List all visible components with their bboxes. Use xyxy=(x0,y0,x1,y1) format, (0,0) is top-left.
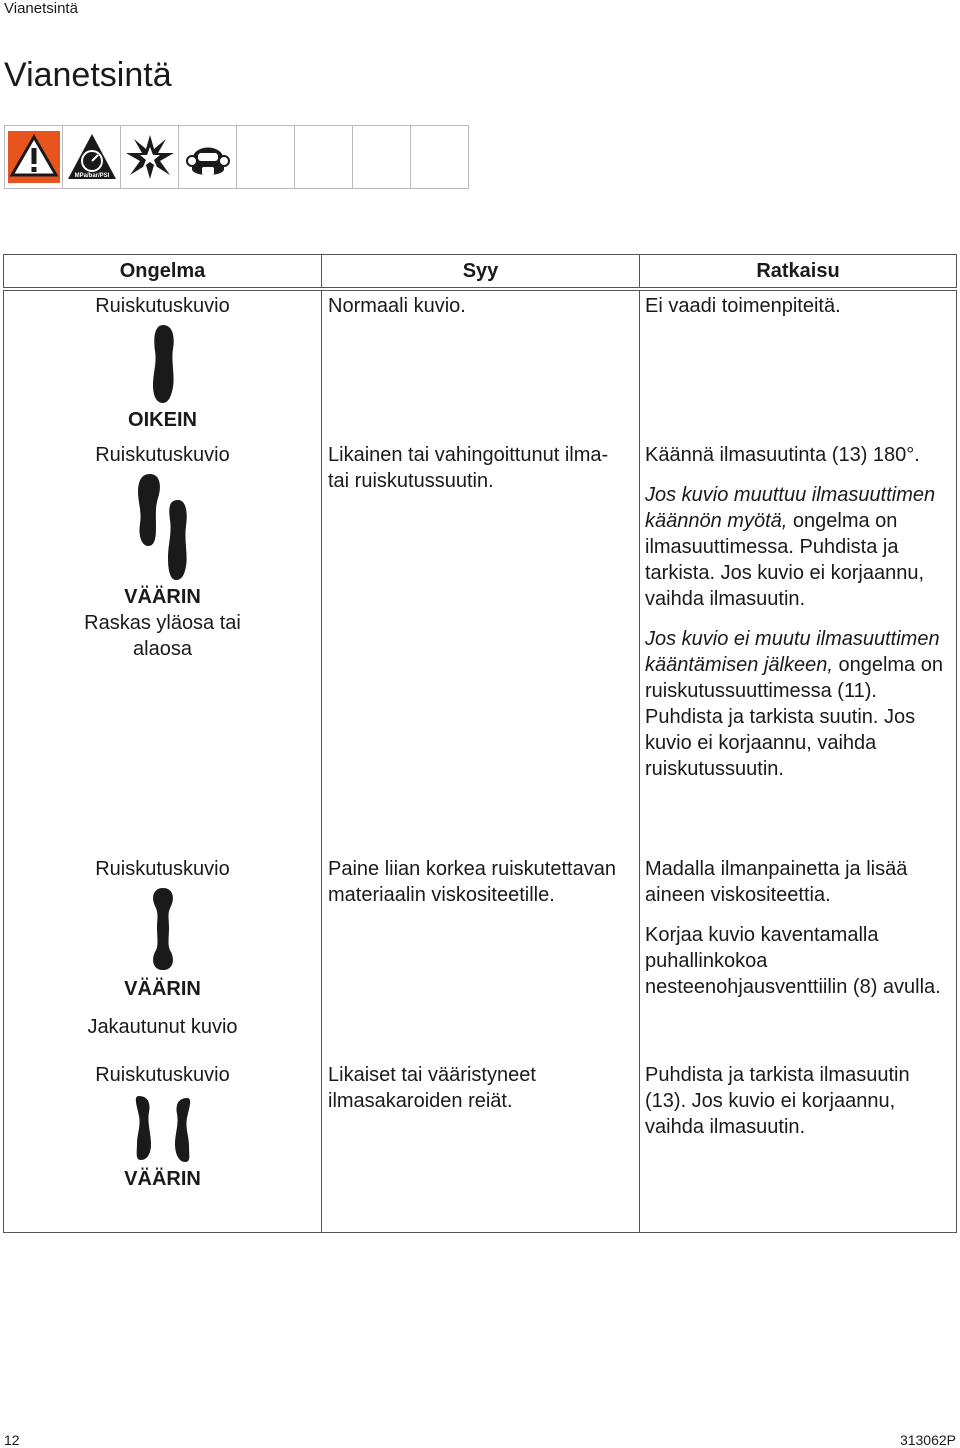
solution-text: Korjaa kuvio kaventamalla puhallinkokoa nesteenohjausventtiilin (8) avulla. xyxy=(645,924,941,998)
page-number: 12 xyxy=(4,1432,20,1448)
table-row xyxy=(4,1060,957,1232)
table-row xyxy=(4,854,957,1060)
cause-text: Normaali kuvio. xyxy=(328,295,466,317)
problem-cell xyxy=(4,289,322,440)
heavy-top-bottom-pattern-icon xyxy=(128,474,198,582)
document-code: 313062P xyxy=(899,1432,956,1448)
verdict-label: OIKEIN xyxy=(128,409,197,431)
icon-cell xyxy=(63,126,121,188)
solution-paragraph xyxy=(645,482,948,612)
running-header: Vianetsintä xyxy=(4,0,78,17)
icon-cell-empty xyxy=(237,126,295,188)
solution-condition: Jos kuvio muuttuu ilmasuuttimen käännön myötä, xyxy=(645,484,936,532)
solution-text: Madalla ilmanpainetta ja lisää aineen viskositeettia. xyxy=(645,858,908,906)
solution-text: ongelma on ruiskutussuuttimessa (11). Puhdista ja tarkista suutin. Jos kuvio ei korjaannu, vaihda ruiskutussuutin. xyxy=(645,654,943,780)
cause-cell xyxy=(322,289,640,440)
protective-equipment-icon xyxy=(182,131,234,183)
cause-cell xyxy=(322,440,640,854)
cause-text: Likainen tai vahingoittunut ilma- tai ruiskutussuutin. xyxy=(328,444,609,492)
icon-cell-empty xyxy=(295,126,353,188)
icon-cell-empty xyxy=(353,126,411,188)
icon-cell-empty xyxy=(411,126,468,188)
solution-cell xyxy=(640,289,957,440)
problem-description: Jakautunut kuvio xyxy=(87,1016,238,1038)
cause-text: Paine liian korkea ruiskutettavan materiaalin viskositeetille. xyxy=(328,858,616,906)
solution-paragraph xyxy=(645,626,948,782)
pressure-icon-label: MPa/bar/PSI xyxy=(74,173,109,179)
verdict-label: VÄÄRIN xyxy=(124,586,201,608)
header-solution: Ratkaisu xyxy=(640,255,957,290)
correct-spray-pattern-icon xyxy=(143,323,183,405)
problem-cell xyxy=(4,440,322,854)
problem-title: Ruiskutuskuvio xyxy=(95,1064,230,1086)
icon-cell xyxy=(179,126,237,188)
cause-cell xyxy=(322,854,640,1060)
icon-cell xyxy=(121,126,179,188)
split-pattern-icon xyxy=(145,888,181,970)
page-title: Vianetsintä xyxy=(4,56,172,94)
explosion-hazard-icon xyxy=(124,131,176,183)
cause-text: Likaiset tai vääristyneet ilmasakaroiden reiät. xyxy=(328,1064,536,1112)
troubleshooting-table xyxy=(3,254,957,1233)
table-row xyxy=(4,440,957,854)
solution-text: ongelma on ilmasuuttimessa. Puhdista ja tarkista. Jos kuvio ei korjaannu, vaihda ilmasuutin. xyxy=(645,510,925,610)
problem-title: Ruiskutuskuvio xyxy=(95,444,230,466)
cause-cell xyxy=(322,1060,640,1232)
problem-cell xyxy=(4,854,322,1060)
solution-cell xyxy=(640,854,957,1060)
problem-description: Raskas yläosa tai alaosa xyxy=(84,612,241,660)
solution-cell xyxy=(640,440,957,854)
pressure-hazard-icon xyxy=(66,131,118,183)
problem-title: Ruiskutuskuvio xyxy=(95,295,230,317)
verdict-label: VÄÄRIN xyxy=(124,1168,201,1190)
solution-text: Ei vaadi toimenpiteitä. xyxy=(645,295,841,317)
icon-cell xyxy=(5,126,63,188)
header-cause: Syy xyxy=(322,255,640,290)
solution-cell xyxy=(640,1060,957,1232)
solution-condition: Jos kuvio ei muutu ilmasuuttimen kääntämisen jälkeen, xyxy=(645,628,940,676)
problem-cell xyxy=(4,1060,322,1232)
table-header-row xyxy=(4,255,957,290)
problem-title: Ruiskutuskuvio xyxy=(95,858,230,880)
solution-text: Käännä ilmasuutinta (13) 180°. xyxy=(645,444,920,466)
verdict-label: VÄÄRIN xyxy=(124,978,201,1000)
distorted-pattern-icon xyxy=(133,1096,193,1162)
solution-text: Puhdista ja tarkista ilmasuutin (13). Jos kuvio ei korjaannu, vaihda ilmasuutin. xyxy=(645,1064,910,1138)
header-problem: Ongelma xyxy=(4,255,322,290)
table-row xyxy=(4,289,957,440)
general-warning-icon xyxy=(8,131,60,183)
safety-icon-strip xyxy=(4,125,469,189)
